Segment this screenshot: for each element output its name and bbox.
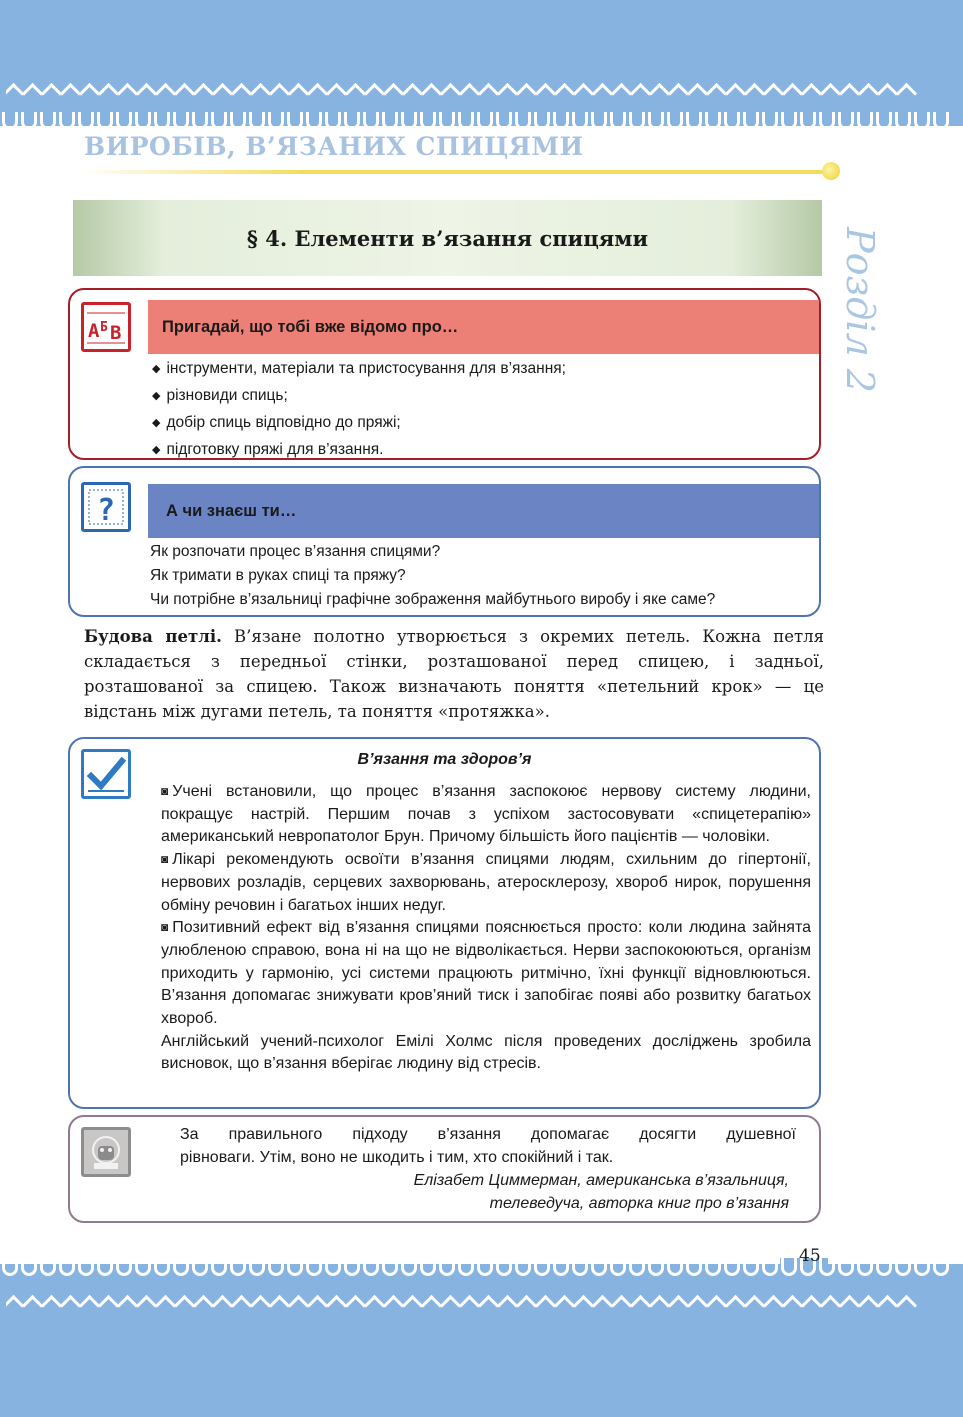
- loop-mark: [762, 112, 778, 130]
- top-chevron-pattern: [6, 80, 961, 102]
- loop-mark: [287, 112, 303, 130]
- chevron-mark: [269, 83, 290, 102]
- quote-line: За правильного підходу в’язання допомагає досягти душевної: [180, 1126, 796, 1143]
- quote-text: [180, 1123, 796, 1169]
- loop-mark: [97, 1258, 113, 1276]
- loop-mark: [838, 1258, 854, 1276]
- loop-mark: [420, 1258, 436, 1276]
- loop-mark: [895, 112, 911, 130]
- chevron-mark: [687, 83, 708, 102]
- chevron-mark: [725, 83, 746, 102]
- loop-mark: [344, 112, 360, 130]
- chevron-mark: [41, 83, 62, 102]
- chevron-mark: [896, 1295, 917, 1316]
- loop-mark: [21, 1258, 37, 1276]
- loop-mark: [325, 112, 341, 130]
- loop-mark: [211, 112, 227, 130]
- loop-mark: [116, 1258, 132, 1276]
- loop-mark: [363, 112, 379, 130]
- loop-mark: [819, 112, 835, 130]
- loop-mark: [21, 112, 37, 130]
- svg-text:А: А: [88, 320, 100, 342]
- chevron-mark: [858, 83, 879, 102]
- loop-mark: [724, 1258, 740, 1276]
- chevron-mark: [79, 83, 100, 102]
- loop-mark: [857, 112, 873, 130]
- paragraph-text: В’язане полотно утворюється з окремих петель. Кожна петля складається з передньої стінки, розташованої перед спицею, і задньої, розташованої за спицею. Також визначають поняття «петельний крок» — це відстань між дугами петель, та поняття «протяжка».: [84, 627, 824, 721]
- loop-mark: [686, 112, 702, 130]
- list-item: ◆ добір спиць відповідно до пряжі;: [152, 414, 401, 431]
- loop-mark: [553, 1258, 569, 1276]
- loop-mark: [363, 1258, 379, 1276]
- chevron-mark: [573, 83, 594, 102]
- loop-mark: [154, 1258, 170, 1276]
- chevron-mark: [174, 83, 195, 102]
- chevron-mark: [706, 83, 727, 102]
- loop-mark: [477, 1258, 493, 1276]
- recall-box: [68, 288, 821, 460]
- chevron-mark: [383, 83, 404, 102]
- svg-text:Б: Б: [100, 320, 108, 335]
- chevron-mark: [459, 83, 480, 102]
- chevron-mark: [896, 83, 917, 102]
- loop-mark: [667, 112, 683, 130]
- chevron-mark: [516, 83, 537, 102]
- question-line: Як тримати в руках спиці та пряжу?: [150, 567, 406, 584]
- loop-mark: [629, 112, 645, 130]
- chapter-label: Розділ 2: [838, 227, 882, 393]
- loop-mark: [553, 112, 569, 130]
- loop-mark: [724, 112, 740, 130]
- chevron-mark: [326, 83, 347, 102]
- know-heading: А чи знаєш ти…: [166, 501, 297, 520]
- loop-mark: [40, 1258, 56, 1276]
- chevron-mark: [136, 83, 157, 102]
- loop-mark: [211, 1258, 227, 1276]
- loop-mark: [496, 1258, 512, 1276]
- chevron-mark: [649, 83, 670, 102]
- chevron-mark: [345, 83, 366, 102]
- loop-mark: [648, 1258, 664, 1276]
- loop-mark: [572, 1258, 588, 1276]
- loop-mark: [59, 1258, 75, 1276]
- chevron-mark: [554, 83, 575, 102]
- diamond-bullet-icon: ◆: [152, 390, 161, 402]
- health-paragraph: ◙ Лікарі рекомендують освоїти в’язання спицями людям, схильним до гіпертонії, нервових розладів, серцевих захворювань, атеросклерозу, хвороб нирок, порушення обміну речовин і багатьох інших недуг.: [161, 851, 811, 914]
- loop-mark: [610, 112, 626, 130]
- diamond-bullet-icon: ◆: [152, 363, 161, 375]
- loop-mark: [819, 1258, 835, 1276]
- loop-mark: [268, 112, 284, 130]
- page-title: § 4. Елементи в’язання спицями: [246, 225, 649, 251]
- loop-mark: [154, 112, 170, 130]
- chevron-mark: [364, 83, 385, 102]
- chevron-mark: [782, 83, 803, 102]
- chevron-mark: [668, 83, 689, 102]
- chevron-mark: [535, 83, 556, 102]
- paragraph-lead: Будова петлі.: [84, 627, 222, 646]
- loop-mark: [2, 1258, 18, 1276]
- loop-mark: [762, 1258, 778, 1276]
- knitting-health-box: [68, 737, 821, 1109]
- chevron-mark: [307, 83, 328, 102]
- wise-person-icon: [81, 1127, 131, 1177]
- chevron-mark: [478, 83, 499, 102]
- chevron-mark: [744, 83, 765, 102]
- health-paragraph: ◙ Позитивний ефект від в’язання спицями пояснюється просто: коли людина зайнята улюбленою справою, вона ні на що не відволікається. Нерви заспокоюються, організм приходить у гармонію, усі системи працюють ритмічно, їхні функції відновлюються. В’язання допомагає знижувати кров’яний тиск і запобігає появі або розвитку багатьох хвороб.: [161, 919, 811, 1028]
- square-bullet-icon: ◙: [161, 852, 169, 867]
- diamond-bullet-icon: ◆: [152, 444, 161, 456]
- chevron-mark: [288, 83, 309, 102]
- section-header: ВИРОБІВ, В’ЯЗАНИХ СПИЦЯМИ: [84, 132, 584, 161]
- health-paragraph: ◙ Учені встановили, що процес в’язання заспокоює нервову систему людини, покращує настрій. Першим почав з успіхом застосовувати «спицетерапію» американський невропатолог Брун. Причому більшість його пацієнтів — чоловіки.: [161, 783, 811, 846]
- loop-mark: [705, 1258, 721, 1276]
- recall-heading-bar: [148, 300, 819, 354]
- chevron-mark: [231, 83, 252, 102]
- loop-mark: [857, 1258, 873, 1276]
- chevron-mark: [497, 83, 518, 102]
- loop-mark: [401, 112, 417, 130]
- do-you-know-box: [68, 466, 821, 617]
- chevron-mark: [250, 83, 271, 102]
- loop-mark: [496, 112, 512, 130]
- loop-mark: [610, 1258, 626, 1276]
- loop-mark: [230, 1258, 246, 1276]
- loop-mark: [439, 1258, 455, 1276]
- chevron-mark: [801, 83, 822, 102]
- loop-mark: [382, 1258, 398, 1276]
- loop-mark: [914, 112, 930, 130]
- loop-mark: [439, 112, 455, 130]
- loop-mark: [914, 1258, 930, 1276]
- loop-mark: [743, 1258, 759, 1276]
- chevron-mark: [117, 83, 138, 102]
- loop-mark: [781, 112, 797, 130]
- loop-mark: [78, 112, 94, 130]
- loop-mark: [515, 112, 531, 130]
- loop-mark: [933, 112, 949, 130]
- recall-heading: Пригадай, що тобі вже відомо про…: [162, 317, 459, 336]
- loop-mark: [173, 1258, 189, 1276]
- loop-mark: [173, 112, 189, 130]
- loop-mark: [458, 112, 474, 130]
- loop-mark: [667, 1258, 683, 1276]
- chevron-mark: [877, 83, 898, 102]
- loop-mark: [382, 112, 398, 130]
- chevron-mark: [60, 83, 81, 102]
- loop-mark: [116, 112, 132, 130]
- chevron-mark: [820, 83, 841, 102]
- loop-mark: [933, 1258, 949, 1276]
- list-item: ◆ різновиди спиць;: [152, 387, 288, 404]
- loop-mark: [895, 1258, 911, 1276]
- loop-mark: [287, 1258, 303, 1276]
- quote-box: [68, 1115, 821, 1223]
- chevron-mark: [193, 83, 214, 102]
- page-number: 45: [799, 1246, 821, 1266]
- loop-mark: [534, 112, 550, 130]
- loop-mark: [515, 1258, 531, 1276]
- diamond-bullet-icon: ◆: [152, 417, 161, 429]
- loop-mark: [401, 1258, 417, 1276]
- question-line: Як розпочати процес в’язання спицями?: [150, 543, 441, 560]
- quote-line: рівноваги. Утім, воно не шкодить і тим, хто спокійний і так.: [180, 1149, 614, 1166]
- loop-mark: [876, 112, 892, 130]
- loop-mark: [97, 112, 113, 130]
- loop-mark: [192, 112, 208, 130]
- square-bullet-icon: ◙: [161, 784, 169, 798]
- loop-mark: [249, 112, 265, 130]
- loop-mark: [781, 1258, 797, 1276]
- question-mark-icon: [81, 482, 131, 532]
- main-paragraph: [84, 624, 824, 724]
- know-questions: [150, 540, 715, 612]
- needle-tip-decoration: [822, 162, 840, 180]
- loop-mark: [572, 112, 588, 130]
- question-line: Чи потрібне в’язальниці графічне зображення майбутнього виробу і яке саме?: [150, 591, 716, 608]
- loop-mark: [192, 1258, 208, 1276]
- health-body: [161, 781, 811, 1076]
- know-heading-bar: [148, 484, 819, 538]
- loop-mark: [306, 1258, 322, 1276]
- loop-mark: [477, 112, 493, 130]
- loop-mark: [591, 112, 607, 130]
- loop-mark: [344, 1258, 360, 1276]
- quote-author: [414, 1169, 789, 1215]
- loop-mark: [135, 1258, 151, 1276]
- author-line: Елізабет Циммерман, американська в’язальниця,: [413, 1172, 789, 1189]
- loop-mark: [743, 112, 759, 130]
- loop-mark: [648, 112, 664, 130]
- chevron-mark: [630, 83, 651, 102]
- loop-mark: [629, 1258, 645, 1276]
- loop-mark: [458, 1258, 474, 1276]
- knitting-needle-decoration: [80, 170, 830, 174]
- list-item: ◆ підготовку пряжі для в’язання.: [152, 441, 384, 458]
- loop-mark: [705, 112, 721, 130]
- loop-mark: [40, 112, 56, 130]
- chapter-side-tab: [810, 220, 910, 400]
- author-line: телеведуча, авторка книг про в’язання: [489, 1195, 789, 1212]
- svg-text:В: В: [110, 322, 122, 344]
- health-closing: Англійський учений-психолог Емілі Холмс після проведених досліджень зробила висновок, що в’язання вберігає людину від стресів.: [161, 1032, 811, 1073]
- loop-mark: [306, 112, 322, 130]
- chevron-mark: [421, 83, 442, 102]
- loop-mark: [2, 112, 18, 130]
- chevron-mark: [440, 83, 461, 102]
- paragraph-title-band: [73, 200, 822, 276]
- chevron-mark: [592, 83, 613, 102]
- chevron-mark: [155, 83, 176, 102]
- loop-mark: [591, 1258, 607, 1276]
- loop-mark: [325, 1258, 341, 1276]
- loop-mark: [686, 1258, 702, 1276]
- chevron-mark: [402, 83, 423, 102]
- loop-mark: [268, 1258, 284, 1276]
- health-heading: В’язання та здоров’я: [357, 751, 532, 768]
- loop-mark: [135, 112, 151, 130]
- chevron-mark: [22, 83, 43, 102]
- loop-mark: [230, 112, 246, 130]
- chevron-mark: [98, 83, 119, 102]
- list-item: ◆ інструменти, матеріали та пристосування для в’язання;: [152, 360, 566, 377]
- svg-text:?: ?: [97, 493, 116, 528]
- square-bullet-icon: ◙: [161, 920, 169, 935]
- loop-mark: [876, 1258, 892, 1276]
- loop-mark: [249, 1258, 265, 1276]
- chevron-mark: [763, 83, 784, 102]
- chevron-mark: [839, 83, 860, 102]
- bottom-chevron-pattern: [6, 1290, 961, 1318]
- loop-mark: [78, 1258, 94, 1276]
- chevron-mark: [212, 83, 233, 102]
- abc-letters-icon: [81, 302, 131, 352]
- loop-mark: [838, 112, 854, 130]
- loop-mark: [534, 1258, 550, 1276]
- loop-mark: [59, 112, 75, 130]
- chevron-mark: [611, 83, 632, 102]
- loop-mark: [420, 112, 436, 130]
- loop-mark: [800, 112, 816, 130]
- recall-list: [152, 356, 566, 464]
